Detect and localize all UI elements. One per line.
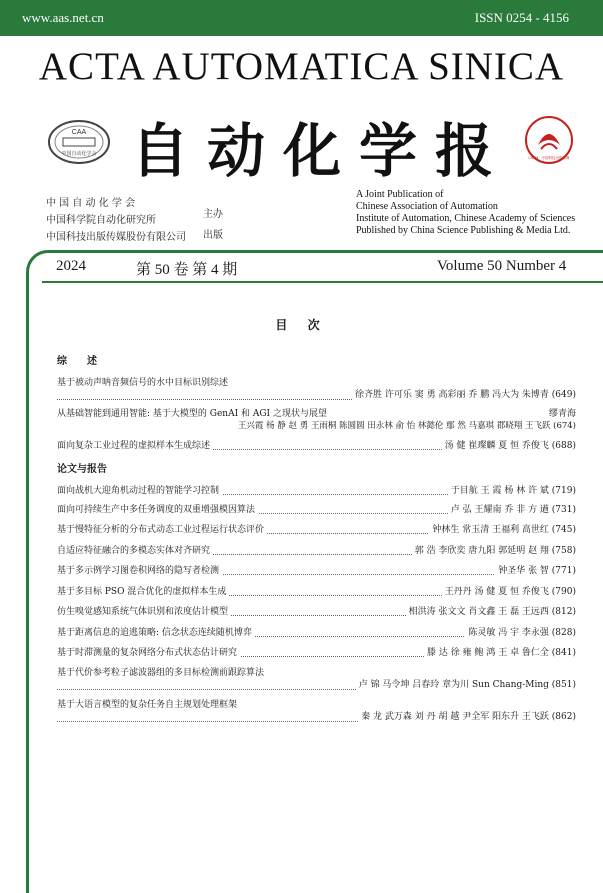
- publisher-cn-1: 中 国 自 动 化 学 会: [46, 198, 136, 209]
- toc-entry-authors: 于目航 王 霞 杨 林 许 斌 (719): [448, 483, 576, 496]
- toc-entry[interactable]: [57, 406, 576, 432]
- toc-entry-authors: 王丹丹 汤 健 夏 恒 乔俊飞 (790): [442, 584, 576, 597]
- toc-entry[interactable]: [57, 543, 576, 557]
- toc-entry-title[interactable]: 面向复杂工业过程的虚拟样本生成综述: [57, 438, 213, 451]
- toc-entry-title[interactable]: 基于代价参考粒子滤波器组的多目标检测前跟踪算法: [57, 668, 265, 678]
- section-papers: 论文与报告: [57, 464, 107, 475]
- toc-entry-title[interactable]: 仿生嗅觉感知系统气体识别和浓度估计模型: [57, 604, 231, 617]
- issue-volume-en: Volume 50 Number 4: [437, 258, 567, 274]
- toc-entry[interactable]: [57, 563, 576, 577]
- publisher-roles: [203, 204, 223, 246]
- toc-entry-title[interactable]: 面向可持续生产中多任务调度的双重增强模因算法: [57, 502, 258, 515]
- issn: ISSN 0254 - 4156: [474, 10, 569, 25]
- toc-entry[interactable]: [57, 645, 576, 659]
- toc-entry[interactable]: [57, 502, 576, 516]
- toc-entry-authors: 郭 浩 李欣奕 唐九阳 郭延明 赵 翔 (758): [412, 543, 576, 556]
- toc-entry-authors: 秦 龙 武万森 刘 丹 胡 越 尹全军 阳东升 王飞跃 (862): [358, 709, 576, 722]
- toc-entry-title[interactable]: 基于距离信息的追逃策略: 信念状态连续随机博弈: [57, 625, 255, 638]
- issue-volume-cn: 第 50 卷 第 4 期: [136, 262, 238, 278]
- publisher-en-4: Published by China Science Publishing & Media Ltd.: [356, 225, 571, 236]
- toc-entry-title[interactable]: 基于慢特征分析的分布式动态工业过程运行状态评价: [57, 522, 267, 535]
- journal-title-en: ACTA AUTOMATICA SINICA: [38, 45, 565, 88]
- toc-entry-authors: 钟林生 常玉清 王福利 高世红 (745): [429, 522, 576, 535]
- publisher-cn-3: 中国科技出版传媒股份有限公司: [46, 232, 186, 243]
- toc-entry[interactable]: [57, 522, 576, 536]
- toc-entry-title[interactable]: 基于多目标 PSO 混合优化的虚拟样本生成: [57, 584, 229, 597]
- section-review: 综 述: [57, 356, 97, 367]
- toc-entry[interactable]: [57, 438, 576, 452]
- publisher-en-1: A Joint Publication of: [356, 189, 444, 200]
- toc-entry-authors: 王兴霞 杨 静 赵 勇 王雨桐 陈圆圆 田永林 俞 怡 林懿伦 鄢 然 马嘉琪 郡晓翔 王飞跃 (674): [235, 419, 576, 431]
- toc-entry-authors: 卢 弘 王耀南 乔 非 方 遒 (731): [448, 502, 576, 515]
- toc-entry[interactable]: [57, 483, 576, 497]
- publishers-cn: [46, 195, 186, 246]
- cspm-logo-text: CSPM · 中国科技出版传媒: [528, 156, 570, 160]
- website-url[interactable]: www.aas.net.cn: [22, 10, 104, 25]
- toc-entry-authors: 徐齐胜 许可乐 窦 勇 高彩丽 乔 鹏 冯大为 朱博青 (649): [352, 387, 576, 400]
- toc-entry-title[interactable]: 面向战机大迎角机动过程的智能学习控制: [57, 483, 222, 496]
- toc-entry[interactable]: [57, 584, 576, 598]
- journal-title-cn: 自动化学报: [131, 117, 512, 185]
- toc-entry-title[interactable]: 从基础智能到通用智能: 基于大模型的 GenAI 和 AGI 之现状与展望: [57, 409, 327, 419]
- toc-entry-authors: 相洪涛 张文文 肖文鑫 王 磊 王远西 (812): [406, 604, 576, 617]
- toc-entry-authors: 陈灵敏 冯 宇 李永强 (828): [465, 625, 576, 638]
- caa-logo-subtext: 中国自动化学会: [61, 151, 97, 157]
- cspm-logo-icon: [524, 115, 574, 165]
- toc-entry-authors: 汤 健 崔璨麟 夏 恒 乔俊飞 (688): [442, 438, 576, 451]
- toc-entry-title[interactable]: 基于时滞测量的复杂网络分布式状态估计研究: [57, 645, 240, 658]
- toc-entry[interactable]: [57, 625, 576, 639]
- toc-entry[interactable]: [57, 375, 576, 399]
- publisher-en-3: Institute of Automation, Chinese Academy of Sciences: [356, 213, 576, 224]
- toc-title: 目 次: [275, 318, 328, 332]
- caa-logo-icon: [47, 118, 111, 166]
- role-sponsor: 主办: [203, 209, 223, 220]
- issue-year: 2024: [56, 258, 86, 274]
- toc-entry-title[interactable]: 基于多示例学习图卷积网络的隐写者检测: [57, 563, 222, 576]
- publisher-en-2: Chinese Association of Automation: [356, 201, 498, 212]
- publishers-en: [356, 189, 575, 237]
- toc-entry-title[interactable]: 自适应特征融合的多模态实体对齐研究: [57, 543, 213, 556]
- toc-entry-title[interactable]: 基于大语言模型的复杂任务自主规划处理框架: [57, 700, 238, 710]
- toc-entry-authors: 卢 锦 马令坤 吕春玲 章为川 Sun Chang-Ming (851): [356, 677, 576, 690]
- toc-entry-title[interactable]: 基于被动声呐音频信号的水中目标识别综述: [57, 378, 229, 388]
- toc-entry-authors-line1: 缪青海: [546, 406, 576, 419]
- toc-entry[interactable]: [57, 697, 576, 723]
- toc-entry[interactable]: [57, 604, 576, 618]
- caa-logo-text: CAA: [71, 129, 87, 136]
- top-banner: [0, 0, 603, 36]
- role-publisher: 出版: [203, 230, 223, 241]
- publisher-cn-2: 中国科学院自动化研究所: [46, 215, 156, 226]
- toc-entry-authors: 滕 达 徐 雍 鲍 鸿 王 卓 鲁仁全 (841): [424, 645, 576, 658]
- issue-divider: [42, 281, 603, 283]
- toc-entry[interactable]: [57, 665, 576, 691]
- toc-entry-authors: 钟圣华 张 智 (771): [495, 563, 576, 576]
